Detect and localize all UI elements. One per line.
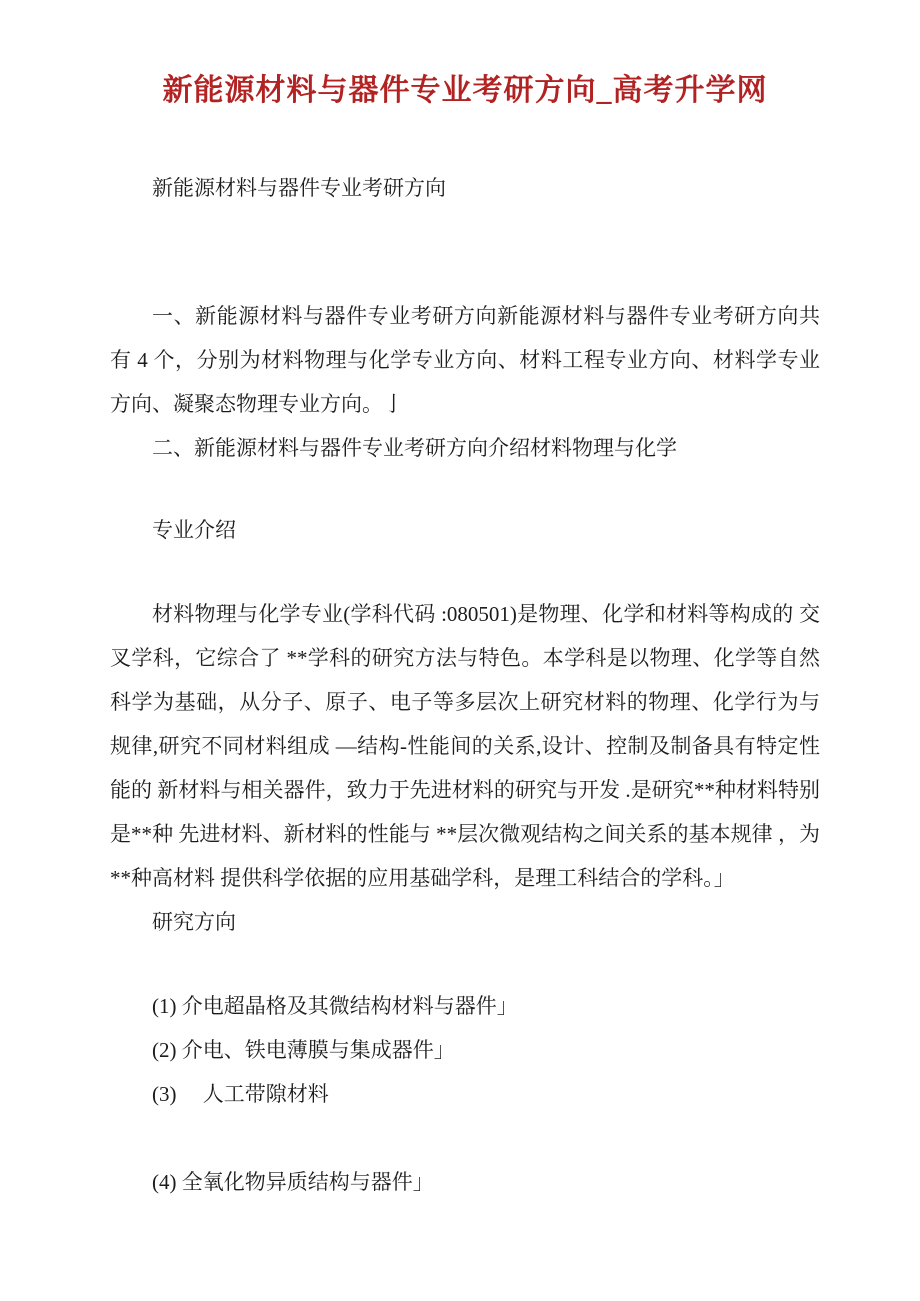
research-item-4: (4) 全氧化物异质结构与器件」 bbox=[152, 1170, 434, 1194]
paragraph-section-2: 二、新能源材料与器件专业考研方向介绍材料物理与化学 bbox=[152, 436, 677, 460]
intro-heading: 专业介绍 bbox=[152, 518, 236, 542]
research-item-1: (1) 介电超晶格及其微结构材料与器件」 bbox=[152, 994, 518, 1018]
research-item-2: (2) 介电、铁电薄膜与集成器件」 bbox=[152, 1038, 455, 1062]
intro-paragraph: 材料物理与化学专业(学科代码 :080501)是物理、化学和材料等构成的 交叉学科，它综合了 **学科的研究方法与特色。本学科是以物理、化学等自然科学为基础，从分子、原子、电子等多层次上研究材料的物理、化学行为与规律,研究不同材料组成 —结构-性能间的关系,设计、控制及制备具有特定性能的 新材料与相关器件，致力于先进材料的研究与开发 .是研究**种材料特别是**种 先进材料、新材料的性能与 **层次微观结构之间关系的基本规律 ，为**种高材料 提供科学依据的应用基础学科，是理工科结合的学科。」 bbox=[110, 602, 820, 890]
research-direction-list bbox=[110, 984, 820, 1204]
doc-subtitle: 新能源材料与器件专业考研方向 bbox=[152, 176, 446, 200]
paragraph-section-1: 一、新能源材料与器件专业考研方向新能源材料与器件专业考研方向共有 4 个，分别为材料物理与化学专业方向、材料工程专业方向、材料学专业方向、凝聚态物理专业方向。亅 bbox=[110, 304, 820, 416]
research-heading: 研究方向 bbox=[152, 910, 236, 934]
page-title: 新能源材料与器件专业考研方向_高考升学网 bbox=[162, 74, 768, 107]
research-item-3: (3) 人工带隙材料 bbox=[152, 1082, 329, 1106]
